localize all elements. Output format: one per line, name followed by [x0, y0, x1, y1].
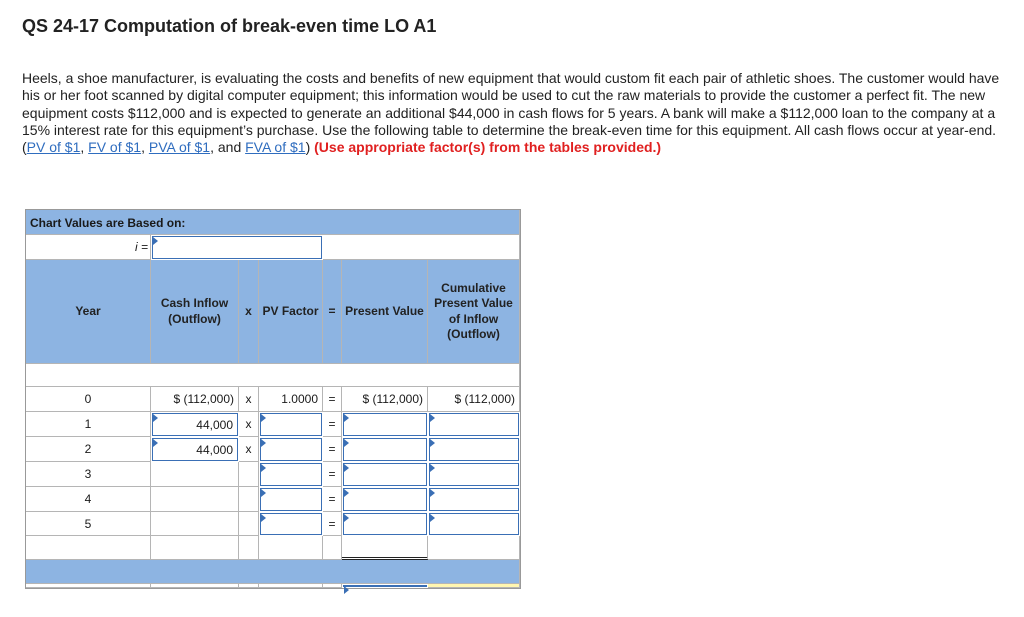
cumulative-value-input[interactable]: [429, 438, 519, 461]
present-value-input[interactable]: [343, 513, 427, 535]
equals-sign: =: [323, 387, 342, 412]
present-value-input[interactable]: [343, 488, 427, 511]
total-cumulative-cell: [428, 584, 520, 588]
multiply-sign: x: [239, 387, 259, 412]
fva-of-1-link[interactable]: FVA of $1: [245, 139, 306, 156]
multiply-sign: x: [239, 437, 259, 462]
cumulative-value-input[interactable]: [429, 488, 519, 511]
cash-flow-cell: $ (112,000): [151, 387, 239, 412]
pv-factor-input[interactable]: [260, 513, 322, 535]
total-present-value-input[interactable]: [343, 585, 427, 587]
interest-rate-label: i =: [26, 235, 151, 260]
header-year: Year: [26, 260, 151, 364]
equals-sign: =: [323, 512, 342, 536]
multiply-sign: x: [239, 412, 259, 437]
header-multiply: x: [239, 260, 259, 364]
total-underline: [342, 536, 428, 560]
problem-statement: [22, 70, 1007, 156]
equals-sign: =: [323, 412, 342, 437]
year-cell: 4: [26, 487, 151, 512]
header-cash-inflow: Cash Inflow (Outflow): [151, 260, 239, 364]
cumulative-value-input[interactable]: [429, 413, 519, 436]
pv-factor-input[interactable]: [260, 463, 322, 486]
pv-factor-input[interactable]: [260, 413, 322, 436]
separator: ,: [80, 139, 89, 156]
page-title: QS 24-17 Computation of break-even time LO A1: [22, 16, 437, 36]
problem-text: Heels, a shoe manufacturer, is evaluating the costs and benefits of new equipment that would custom fit each pair of athletic shoes. The customer would have his or her foot scanned by digital computer equipment; this information would be used to cut the raw materials to provide the customer a perfect fit. The new equipment costs $112,000 and is expected to generate an additional $44,000 in cash flows for 5 years. A bank will make a $112,000 loan to the company at a 15% interest rate for this equipment’s purchase. Use the following table to determine the break-even time for this equipment. All cash flows occur at year-end. (: [22, 70, 1000, 156]
pva-of-1-link[interactable]: PVA of $1: [148, 139, 211, 156]
cumulative-value-cell: $ (112,000): [428, 387, 520, 412]
pv-factor-cell: 1.0000: [259, 387, 323, 412]
equals-sign: =: [323, 437, 342, 462]
cash-flow-input[interactable]: 44,000: [152, 413, 238, 436]
equals-sign: =: [323, 487, 342, 512]
header-pv-factor: PV Factor: [259, 260, 323, 364]
equals-sign: =: [323, 462, 342, 487]
year-cell: 1: [26, 412, 151, 437]
year-cell: 5: [26, 512, 151, 536]
interest-rate-input[interactable]: [152, 236, 322, 259]
header-equals: =: [323, 260, 342, 364]
fv-of-1-link[interactable]: FV of $1: [88, 139, 142, 156]
header-present-value: Present Value: [342, 260, 428, 364]
cash-flow-cell: [151, 487, 239, 512]
present-value-input[interactable]: [343, 438, 427, 461]
section-divider: [26, 560, 520, 584]
instruction-note: (Use appropriate factor(s) from the tables provided.): [314, 139, 662, 156]
break-even-table: [25, 209, 521, 589]
present-value-input[interactable]: [343, 413, 427, 436]
separator: ): [305, 139, 315, 156]
year-cell: 3: [26, 462, 151, 487]
year-cell: 2: [26, 437, 151, 462]
cash-flow-cell: [151, 462, 239, 487]
chart-values-label: Chart Values are Based on:: [26, 210, 520, 235]
cash-flow-input[interactable]: 44,000: [152, 438, 238, 461]
header-cumulative: Cumulative Present Value of Inflow (Outflow): [428, 260, 520, 364]
separator: ,: [141, 139, 149, 156]
pv-of-1-link[interactable]: PV of $1: [26, 139, 81, 156]
cash-flow-cell: [151, 512, 239, 536]
present-value-input[interactable]: [343, 463, 427, 486]
cumulative-value-input[interactable]: [429, 513, 519, 535]
cumulative-value-input[interactable]: [429, 463, 519, 486]
present-value-cell: $ (112,000): [342, 387, 428, 412]
separator: , and: [210, 139, 246, 156]
pv-factor-input[interactable]: [260, 438, 322, 461]
pv-factor-input[interactable]: [260, 488, 322, 511]
year-cell: 0: [26, 387, 151, 412]
